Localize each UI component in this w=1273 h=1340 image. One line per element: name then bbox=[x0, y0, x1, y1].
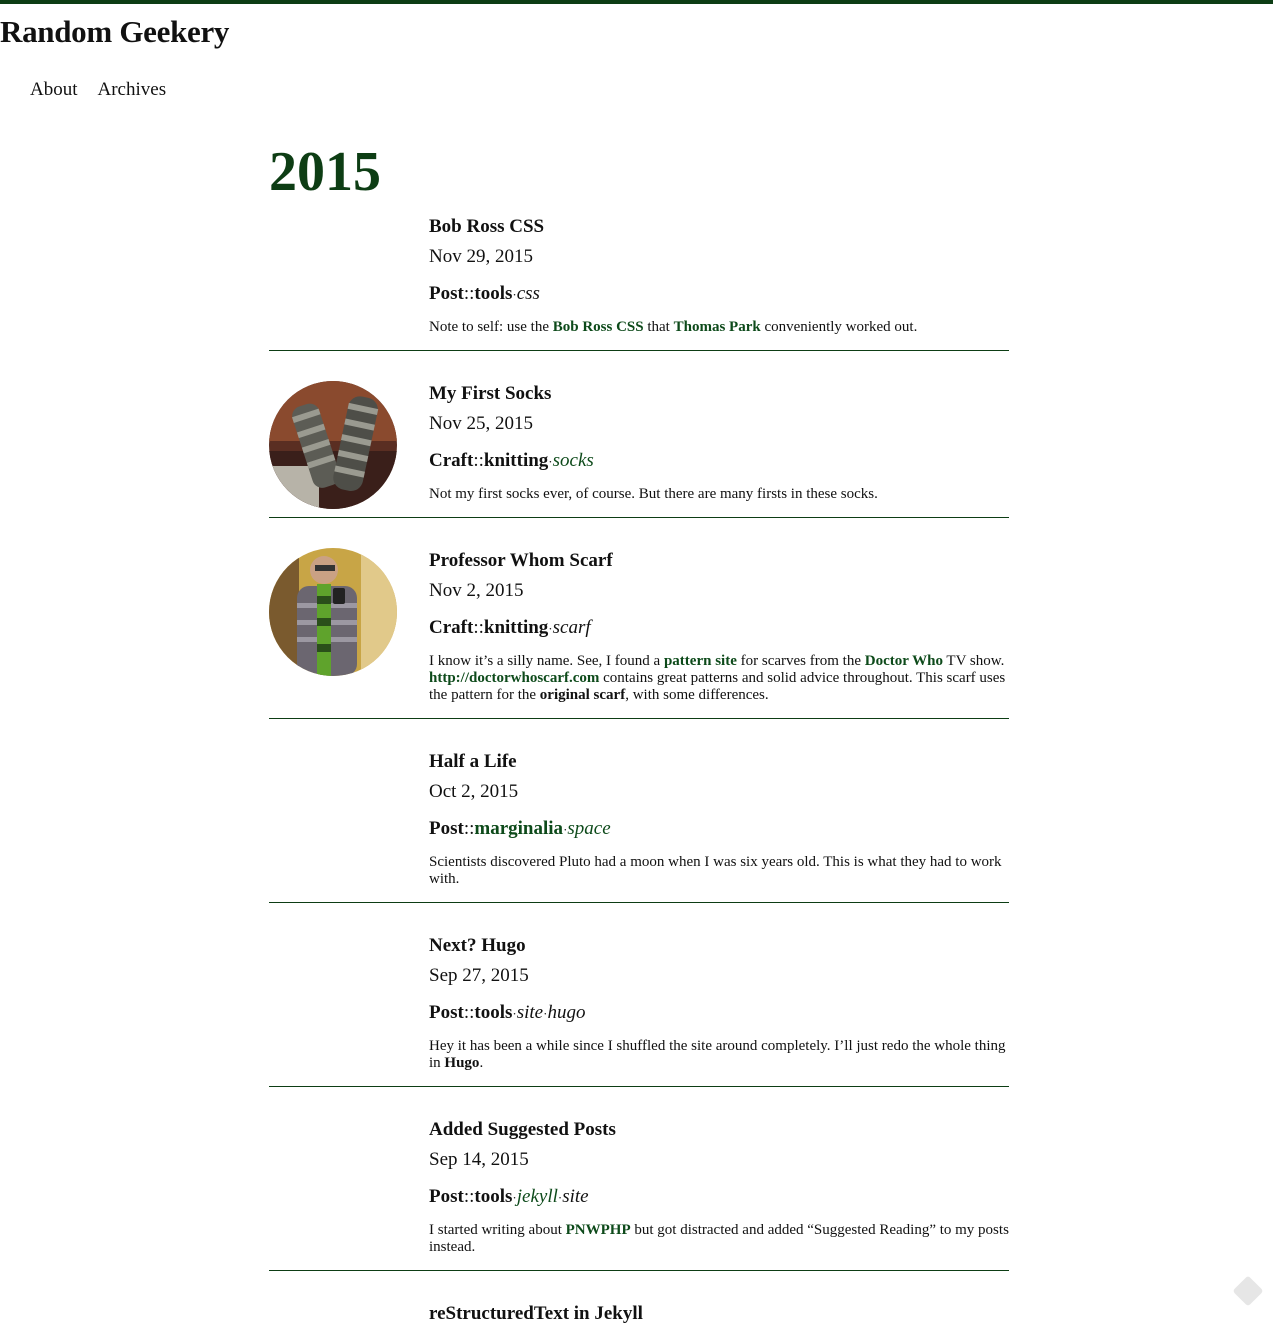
post-item bbox=[269, 209, 1009, 351]
scroll-top-icon[interactable] bbox=[1232, 1275, 1263, 1306]
post-date: Nov 25, 2015 bbox=[429, 413, 533, 434]
summary-link[interactable]: Doctor Who bbox=[864, 653, 943, 669]
post-date: Nov 29, 2015 bbox=[429, 246, 533, 267]
category[interactable]: Post bbox=[429, 283, 464, 304]
summary-link[interactable]: pattern site bbox=[663, 653, 737, 669]
site-title[interactable]: Random Geekery bbox=[0, 14, 230, 49]
tag[interactable]: site bbox=[562, 1186, 589, 1207]
socks-photo-icon bbox=[269, 381, 397, 509]
scarf-photo-icon bbox=[269, 548, 397, 676]
post-summary: Note to self: use the Bob Ross CSS that Thomas Park conveniently worked out. bbox=[429, 319, 918, 335]
category[interactable]: Post bbox=[429, 818, 464, 839]
nav-about[interactable]: About bbox=[30, 79, 78, 100]
post-date: Nov 2, 2015 bbox=[429, 580, 524, 601]
summary-emphasis: Hugo bbox=[444, 1055, 480, 1071]
post-summary: I started writing about PNWPHP but got distracted and added “Suggested Reading” to my posts instead. bbox=[429, 1222, 1009, 1255]
post-taxonomy: Post::tools·jekyll·site bbox=[429, 1186, 589, 1207]
post-title[interactable]: Professor Whom Scarf bbox=[429, 550, 613, 571]
subcategory[interactable]: knitting bbox=[483, 450, 549, 471]
subcategory[interactable]: knitting bbox=[483, 617, 549, 638]
post-title[interactable]: reStructuredText in Jekyll bbox=[429, 1303, 643, 1324]
year-heading: 2015 bbox=[269, 141, 381, 203]
post-thumbnail-socks[interactable] bbox=[269, 381, 397, 509]
summary-emphasis: original scarf bbox=[539, 687, 626, 703]
post-item bbox=[269, 518, 1009, 719]
summary-link[interactable]: http://doctorwhoscarf.com bbox=[429, 670, 600, 686]
post-summary: Scientists discovered Pluto had a moon when I was six years old. This is what they had to work with. bbox=[429, 854, 1002, 887]
post-date: Sep 14, 2015 bbox=[429, 1149, 529, 1170]
tag[interactable]: css bbox=[516, 283, 540, 304]
post-list bbox=[269, 209, 1009, 1340]
post-summary: Hey it has been a while since I shuffled the site around completely. I’ll just redo the whole thing in Hugo. bbox=[429, 1038, 1006, 1071]
subcategory[interactable]: marginalia bbox=[474, 818, 564, 839]
post-item bbox=[269, 1087, 1009, 1271]
category[interactable]: Craft bbox=[429, 450, 474, 471]
post-date: Sep 27, 2015 bbox=[429, 965, 529, 986]
post-summary: I know it’s a silly name. See, I found a pattern site for scarves from the Doctor Who TV show. http://doctorwhoscarf.com contains great patterns and solid advice throughout. This scarf uses the pattern for the original scarf, with some differences. bbox=[429, 653, 1006, 703]
post-title[interactable]: Added Suggested Posts bbox=[429, 1119, 616, 1140]
category[interactable]: Post bbox=[429, 1186, 464, 1207]
post-summary: Not my first socks ever, of course. But there are many firsts in these socks. bbox=[429, 486, 878, 502]
post-taxonomy: Craft::knitting·scarf bbox=[429, 617, 591, 638]
summary-link[interactable]: PNWPHP bbox=[565, 1222, 631, 1238]
nav-archives[interactable]: Archives bbox=[97, 79, 167, 100]
post-item bbox=[269, 351, 1009, 518]
tag[interactable]: socks bbox=[552, 450, 594, 471]
subcategory[interactable]: tools bbox=[474, 1002, 513, 1023]
summary-link[interactable]: Bob Ross CSS bbox=[552, 319, 644, 335]
post-item bbox=[269, 1271, 1009, 1340]
post-title[interactable]: Next? Hugo bbox=[429, 935, 526, 956]
tag[interactable]: jekyll bbox=[516, 1186, 558, 1207]
post-taxonomy: Post::tools·site·hugo bbox=[429, 1002, 586, 1023]
post-date: Oct 2, 2015 bbox=[429, 781, 519, 802]
post-thumbnail-scarf[interactable] bbox=[269, 548, 397, 676]
subcategory[interactable]: tools bbox=[474, 283, 513, 304]
post-item bbox=[269, 903, 1009, 1087]
post-item bbox=[269, 719, 1009, 903]
tag[interactable]: hugo bbox=[547, 1002, 586, 1023]
tag[interactable]: scarf bbox=[552, 617, 591, 638]
post-title[interactable]: Bob Ross CSS bbox=[429, 216, 545, 237]
category[interactable]: Craft bbox=[429, 617, 474, 638]
post-taxonomy: Post::tools·css bbox=[429, 283, 540, 304]
post-taxonomy: Post::marginalia·space bbox=[429, 818, 611, 839]
tag[interactable]: site bbox=[516, 1002, 544, 1023]
post-taxonomy: Craft::knitting·socks bbox=[429, 450, 594, 471]
category[interactable]: Post bbox=[429, 1002, 464, 1023]
summary-link[interactable]: Thomas Park bbox=[673, 319, 761, 335]
main-nav bbox=[30, 79, 166, 101]
subcategory[interactable]: tools bbox=[474, 1186, 513, 1207]
tag[interactable]: space bbox=[567, 818, 611, 839]
post-title[interactable]: My First Socks bbox=[429, 383, 552, 404]
post-title[interactable]: Half a Life bbox=[429, 751, 517, 772]
